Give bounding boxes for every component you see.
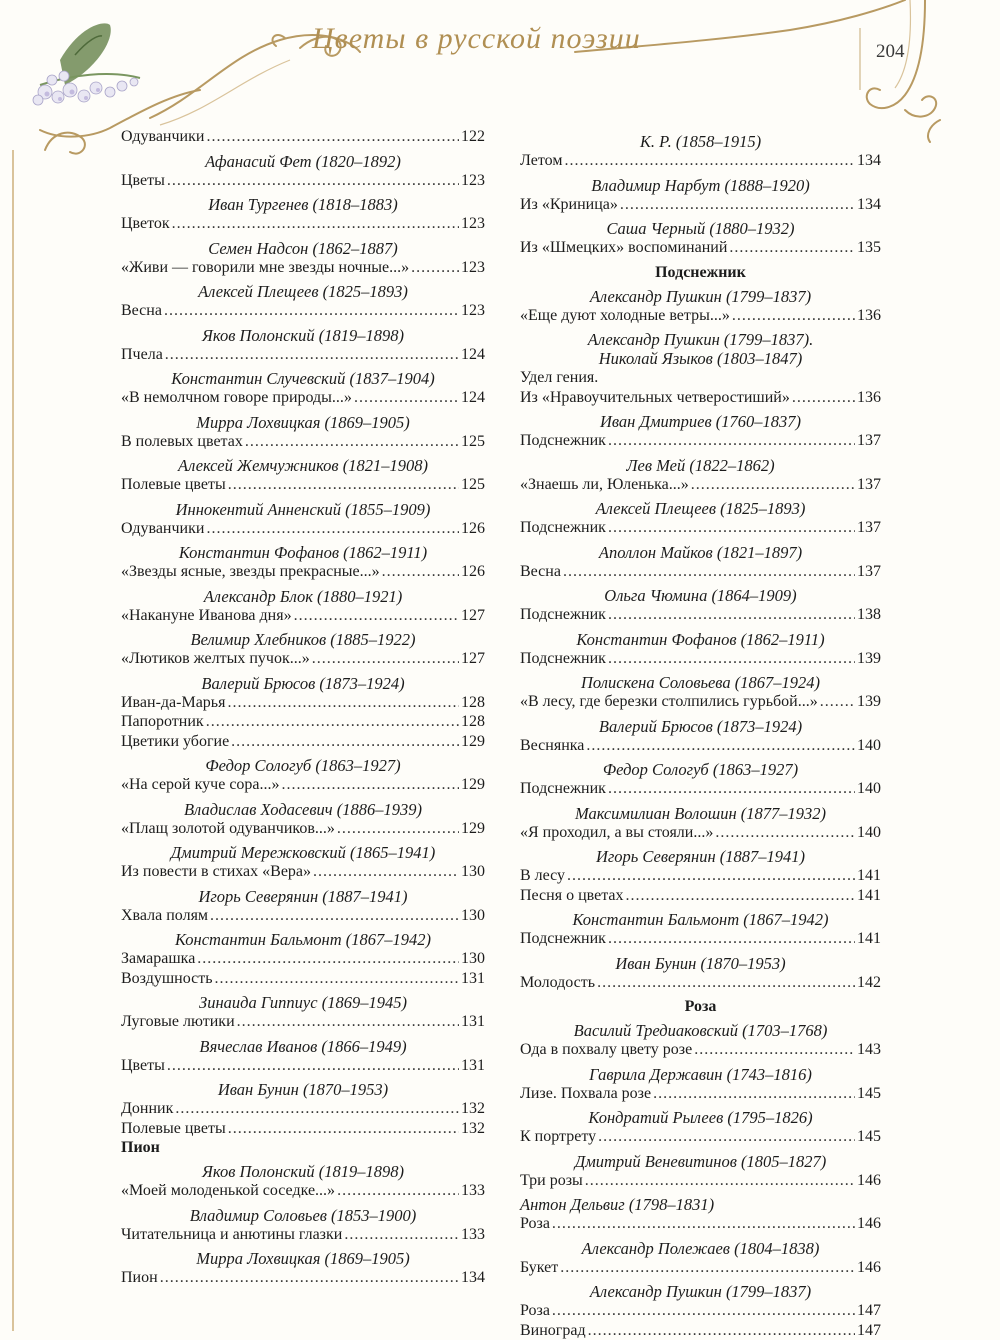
toc-entry-title: «Лютиков желтых пучок...» [121, 649, 310, 669]
toc-entry [520, 1171, 881, 1191]
dot-leader [626, 886, 856, 906]
toc-entry-page: 143 [857, 1040, 881, 1060]
toc-entry-page: 131 [461, 1056, 485, 1076]
dot-leader [729, 238, 855, 258]
toc-entry [520, 388, 881, 408]
toc-entry [121, 388, 485, 408]
toc-entry [121, 1119, 485, 1139]
toc-entry-title: Цветы [121, 171, 165, 191]
toc-entry-page: 127 [461, 649, 485, 669]
toc-entry [121, 862, 485, 882]
toc-entry-page: 123 [461, 258, 485, 278]
toc-entry-page: 136 [857, 306, 881, 326]
toc-text-line: Удел гения. [520, 368, 881, 388]
author-heading: Александр Пушкин (1799–1837). [520, 330, 881, 349]
toc-entry-title: Хвала полям [121, 906, 208, 926]
dot-leader [732, 306, 855, 326]
toc-entry [121, 1268, 485, 1288]
dot-leader [552, 1214, 855, 1234]
toc-entry [121, 345, 485, 365]
author-heading: Яков Полонский (1819–1898) [121, 326, 485, 345]
author-heading: Алексей Жемчужников (1821–1908) [121, 456, 485, 475]
toc-entry-page: 126 [461, 562, 485, 582]
dot-leader [588, 1321, 855, 1340]
dot-leader [237, 1012, 459, 1032]
author-heading: Константин Фофанов (1862–1911) [121, 543, 485, 562]
toc-entry-page: 140 [857, 779, 881, 799]
dot-leader [382, 562, 459, 582]
dot-leader [167, 1056, 459, 1076]
dot-leader [215, 969, 459, 989]
author-heading: Иван Тургенев (1818–1883) [121, 195, 485, 214]
toc-entry [121, 969, 485, 989]
toc-entry-page: 123 [461, 214, 485, 234]
toc-entry-title: Молодость [520, 973, 595, 993]
dot-leader [245, 432, 459, 452]
dot-leader [608, 518, 855, 538]
toc-entry-title: К портрету [520, 1127, 596, 1147]
toc-entry-page: 137 [857, 562, 881, 582]
toc-entry-page: 141 [857, 929, 881, 949]
toc-entry-title: Полевые цветы [121, 1119, 226, 1139]
toc-entry [520, 649, 881, 669]
toc-entry-page: 146 [857, 1171, 881, 1191]
toc-entry [520, 929, 881, 949]
toc-entry-title: Цветики убогие [121, 732, 229, 752]
author-heading: Аполлон Майков (1821–1897) [520, 543, 881, 562]
author-heading: Дмитрий Мережковский (1865–1941) [121, 843, 485, 862]
author-heading: Семен Надсон (1862–1887) [121, 239, 485, 258]
author-heading: Лев Мей (1822–1862) [520, 456, 881, 475]
dot-leader [313, 862, 459, 882]
toc-entry-page: 127 [461, 606, 485, 626]
dot-leader [820, 692, 855, 712]
toc-entry-title: Иван-да-Марья [121, 693, 225, 713]
toc-entry [121, 214, 485, 234]
author-heading: Алексей Плещеев (1825–1893) [520, 499, 881, 518]
dot-leader [608, 779, 855, 799]
toc-entry-title: «В лесу, где березки столпились гурьбой...» [520, 692, 818, 712]
toc-entry-title: Три розы [520, 1171, 583, 1191]
toc-entry [520, 1214, 881, 1234]
toc-entry [520, 1127, 881, 1147]
toc-entry-page: 130 [461, 906, 485, 926]
toc-entry [121, 949, 485, 969]
toc-entry-title: Веснянка [520, 736, 584, 756]
dot-leader [567, 866, 855, 886]
author-heading: Яков Полонский (1819–1898) [121, 1162, 485, 1181]
toc-entry [520, 1301, 881, 1321]
toc-entry [121, 258, 485, 278]
toc-entry-page: 145 [857, 1127, 881, 1147]
toc-entry [121, 1012, 485, 1032]
toc-entry-title: «Я проходил, а вы стояли...» [520, 823, 713, 843]
toc-entry-page: 124 [461, 388, 485, 408]
author-heading: Иннокентий Анненский (1855–1909) [121, 500, 485, 519]
author-heading: Игорь Северянин (1887–1941) [520, 847, 881, 866]
toc-entry-page: 133 [461, 1181, 485, 1201]
toc-entry-title: «В немолчном говоре природы...» [121, 388, 352, 408]
toc-entry-title: Цветы [121, 1056, 165, 1076]
toc-entry-page: 129 [461, 775, 485, 795]
toc-entry-page: 132 [461, 1099, 485, 1119]
dot-leader [585, 1171, 855, 1191]
toc-entry-title: Из повести в стихах «Вера» [121, 862, 311, 882]
toc-entry-page: 137 [857, 518, 881, 538]
toc-entry-page: 147 [857, 1301, 881, 1321]
toc-entry [520, 823, 881, 843]
dot-leader [608, 649, 855, 669]
dot-leader [694, 1040, 855, 1060]
author-heading: Иван Дмитриев (1760–1837) [520, 412, 881, 431]
author-heading: Саша Черный (1880–1932) [520, 219, 881, 238]
dot-leader [210, 906, 459, 926]
toc-entry-title: Полевые цветы [121, 475, 226, 495]
toc-entry-title: Подснежник [520, 649, 606, 669]
toc-entry-title: Летом [520, 151, 562, 171]
author-heading: Константин Бальмонт (1867–1942) [121, 930, 485, 949]
dot-leader [197, 949, 459, 969]
author-heading: К. Р. (1858–1915) [520, 132, 881, 151]
toc-entry [520, 973, 881, 993]
toc-entry-page: 139 [857, 692, 881, 712]
toc-entry-page: 131 [461, 1012, 485, 1032]
dot-leader [228, 475, 459, 495]
toc-entry-title: Весна [520, 562, 561, 582]
toc-entry [520, 306, 881, 326]
toc-entry [520, 195, 881, 215]
toc-entry [121, 1099, 485, 1119]
toc-entry-page: 139 [857, 649, 881, 669]
toc-entry-page: 123 [461, 171, 485, 191]
toc-entry [520, 151, 881, 171]
dot-leader [337, 819, 459, 839]
author-heading: Ольга Чюмина (1864–1909) [520, 586, 881, 605]
dot-leader [598, 1127, 855, 1147]
toc-entry [520, 779, 881, 799]
dot-leader [586, 736, 855, 756]
dot-leader [564, 151, 855, 171]
dot-leader [167, 171, 459, 191]
author-heading: Антон Дельвиг (1798–1831) [520, 1195, 881, 1214]
toc-entry-page: 134 [857, 195, 881, 215]
toc-entry [121, 906, 485, 926]
section-heading: Роза [520, 997, 881, 1016]
dot-leader [560, 1258, 855, 1278]
dot-leader [337, 1181, 459, 1201]
toc-entry-page: 122 [461, 127, 485, 147]
dot-leader [164, 301, 459, 321]
author-heading: Александр Пушкин (1799–1837) [520, 1282, 881, 1301]
author-heading: Владимир Нарбут (1888–1920) [520, 176, 881, 195]
author-heading: Зинаида Гиппиус (1869–1945) [121, 993, 485, 1012]
toc-entry-page: 140 [857, 736, 881, 756]
toc-entry [520, 866, 881, 886]
toc-entry-title: «Моей молоденькой соседке...» [121, 1181, 335, 1201]
toc-entry [520, 605, 881, 625]
toc-column-right [520, 127, 881, 1340]
author-heading: Дмитрий Веневитинов (1805–1827) [520, 1152, 881, 1171]
toc-entry-page: 138 [857, 605, 881, 625]
author-heading: Александр Блок (1880–1921) [121, 587, 485, 606]
dot-leader [552, 1301, 855, 1321]
dot-leader [165, 345, 459, 365]
dot-leader [620, 195, 855, 215]
dot-leader [597, 973, 855, 993]
toc-entry-title: В лесу [520, 866, 565, 886]
toc-entry-title: Подснежник [520, 929, 606, 949]
toc-entry-page: 131 [461, 969, 485, 989]
toc-entry-title: Воздушность [121, 969, 213, 989]
dot-leader [160, 1268, 459, 1288]
toc-entry [121, 1225, 485, 1245]
toc-entry [121, 519, 485, 539]
dot-leader [411, 258, 459, 278]
toc-entry-title: Подснежник [520, 605, 606, 625]
toc-entry [121, 606, 485, 626]
toc-entry-title: Роза [520, 1214, 550, 1234]
toc-entry [121, 819, 485, 839]
toc-entry-page: 128 [461, 712, 485, 732]
author-heading: Василий Тредиаковский (1703–1768) [520, 1021, 881, 1040]
author-heading: Вячеслав Иванов (1866–1949) [121, 1037, 485, 1056]
author-heading: Полискена Соловьева (1867–1924) [520, 673, 881, 692]
dot-leader [175, 1099, 459, 1119]
dot-leader [715, 823, 855, 843]
dot-leader [228, 1119, 459, 1139]
toc-entry-page: 137 [857, 475, 881, 495]
toc-entry-page: 137 [857, 431, 881, 451]
author-heading: Александр Пушкин (1799–1837) [520, 287, 881, 306]
toc-entry-title: Читательница и анютины глазки [121, 1225, 342, 1245]
toc-entry [520, 562, 881, 582]
author-heading: Велимир Хлебников (1885–1922) [121, 630, 485, 649]
toc-entry-page: 147 [857, 1321, 881, 1340]
toc-entry-page: 125 [461, 432, 485, 452]
author-heading: Федор Сологуб (1863–1927) [520, 760, 881, 779]
toc-entry-page: 146 [857, 1214, 881, 1234]
toc-entry [520, 886, 881, 906]
author-heading: Федор Сологуб (1863–1927) [121, 756, 485, 775]
toc-entry-page: 133 [461, 1225, 485, 1245]
author-heading: Максимилиан Волошин (1877–1932) [520, 804, 881, 823]
toc-entry-page: 135 [857, 238, 881, 258]
toc-entry [121, 1056, 485, 1076]
dot-leader [206, 712, 459, 732]
dot-leader [608, 605, 855, 625]
toc-entry-page: 136 [857, 388, 881, 408]
toc-entry-title: Из «Криница» [520, 195, 618, 215]
toc-entry [520, 1258, 881, 1278]
toc-entry-title: Подснежник [520, 518, 606, 538]
toc-entry [520, 1040, 881, 1060]
toc-entry-title: «Знаешь ли, Юленька...» [520, 475, 689, 495]
toc-entry-title: «Плащ золотой одуванчиков...» [121, 819, 335, 839]
toc-entry-page: 124 [461, 345, 485, 365]
toc-entry-title: Весна [121, 301, 162, 321]
author-heading: Валерий Брюсов (1873–1924) [520, 717, 881, 736]
dot-leader [231, 732, 459, 752]
toc-entry-title: Одуванчики [121, 519, 204, 539]
toc-entry-title: «Живи — говорили мне звезды ночные...» [121, 258, 409, 278]
dot-leader [792, 388, 855, 408]
toc-entry-title: Замарашка [121, 949, 195, 969]
toc-entry-title: Букет [520, 1258, 558, 1278]
section-heading: Пион [121, 1138, 485, 1157]
toc-entry [121, 712, 485, 732]
author-heading: Владислав Ходасевич (1886–1939) [121, 800, 485, 819]
toc-entry [121, 475, 485, 495]
dot-leader [344, 1225, 459, 1245]
toc-entry-title: «Звезды ясные, звезды прекрасные...» [121, 562, 380, 582]
toc-entry-page: 134 [461, 1268, 485, 1288]
toc-entry-page: 129 [461, 819, 485, 839]
toc-entry-page: 128 [461, 693, 485, 713]
toc-entry-title: Лизе. Похвала розе [520, 1084, 651, 1104]
dot-leader [312, 649, 459, 669]
author-heading: Мирра Лохвицкая (1869–1905) [121, 413, 485, 432]
toc-entry-title: Папоротник [121, 712, 204, 732]
toc-entry [121, 1181, 485, 1201]
dot-leader [653, 1084, 855, 1104]
section-heading: Подснежник [520, 263, 881, 282]
toc-entry-page: 125 [461, 475, 485, 495]
dot-leader [294, 606, 459, 626]
author-heading: Мирра Лохвицкая (1869–1905) [121, 1249, 485, 1268]
toc-entry-title: «Накануне Иванова дня» [121, 606, 292, 626]
dot-leader [608, 929, 855, 949]
toc-entry [121, 732, 485, 752]
lily-of-the-valley-illustration [33, 23, 140, 105]
dot-leader [227, 693, 459, 713]
dot-leader [206, 519, 459, 539]
margin-rule [12, 150, 14, 1331]
toc-entry [121, 432, 485, 452]
toc-entry [520, 736, 881, 756]
toc-entry [121, 649, 485, 669]
toc-entry-title: Роза [520, 1301, 550, 1321]
toc-entry-title: Песня о цветах [520, 886, 624, 906]
toc-entry-page: 134 [857, 151, 881, 171]
toc-entry-page: 126 [461, 519, 485, 539]
dot-leader [691, 475, 855, 495]
toc-entry-title: Из «Шмецких» воспоминаний [520, 238, 727, 258]
toc-entry-title: Подснежник [520, 779, 606, 799]
dot-leader [354, 388, 459, 408]
author-heading: Николай Языков (1803–1847) [520, 349, 881, 368]
toc-entry-title: Донник [121, 1099, 173, 1119]
author-heading: Алексей Плещеев (1825–1893) [121, 282, 485, 301]
author-heading: Константин Бальмонт (1867–1942) [520, 910, 881, 929]
toc-entry-title: Пион [121, 1268, 158, 1288]
toc-entry-title: Цветок [121, 214, 170, 234]
toc-entry-title: Ода в похвалу цвету розе [520, 1040, 692, 1060]
author-heading: Владимир Соловьев (1853–1900) [121, 1206, 485, 1225]
toc-entry-title: Одуванчики [121, 127, 204, 147]
toc-entry [121, 775, 485, 795]
toc-entry-page: 141 [857, 866, 881, 886]
dot-leader [172, 214, 459, 234]
dot-leader [282, 775, 459, 795]
toc-entry [520, 238, 881, 258]
toc-entry [520, 431, 881, 451]
toc-entry-page: 142 [857, 973, 881, 993]
toc-entry-page: 129 [461, 732, 485, 752]
toc-entry-title: В полевых цветах [121, 432, 243, 452]
toc-entry-title: Из «Нравоучительных четверостиший» [520, 388, 790, 408]
toc-entry [520, 1321, 881, 1340]
toc-entry-title: Виноград [520, 1321, 586, 1340]
author-heading: Константин Случевский (1837–1904) [121, 369, 485, 388]
toc-entry [121, 693, 485, 713]
toc-entry [520, 1084, 881, 1104]
running-title: Цветы в русской поэзии [312, 22, 641, 56]
author-heading: Валерий Брюсов (1873–1924) [121, 674, 485, 693]
toc-entry-page: 130 [461, 949, 485, 969]
toc-entry [520, 692, 881, 712]
toc-entry-page: 146 [857, 1258, 881, 1278]
toc-entry [121, 562, 485, 582]
toc-entry [121, 171, 485, 191]
toc-entry-title: Пчела [121, 345, 163, 365]
toc-entry-title: Луговые лютики [121, 1012, 235, 1032]
dot-leader [608, 431, 855, 451]
toc-entry-page: 140 [857, 823, 881, 843]
author-heading: Константин Фофанов (1862–1911) [520, 630, 881, 649]
toc-entry [520, 518, 881, 538]
author-heading: Гаврила Державин (1743–1816) [520, 1065, 881, 1084]
toc-entry-page: 123 [461, 301, 485, 321]
author-heading: Иван Бунин (1870–1953) [121, 1080, 485, 1099]
toc-column-left [121, 127, 485, 1288]
dot-leader [563, 562, 855, 582]
toc-entry [121, 301, 485, 321]
toc-entry-title: «Еще дуют холодные ветры...» [520, 306, 730, 326]
dot-leader [206, 127, 459, 147]
page-number: 204 [876, 41, 905, 63]
author-heading: Кондратий Рылеев (1795–1826) [520, 1108, 881, 1127]
toc-entry-page: 132 [461, 1119, 485, 1139]
author-heading: Игорь Северянин (1887–1941) [121, 887, 485, 906]
toc-entry [520, 475, 881, 495]
author-heading: Александр Полежаев (1804–1838) [520, 1239, 881, 1258]
toc-entry [121, 127, 485, 147]
toc-entry-title: Подснежник [520, 431, 606, 451]
toc-entry-page: 141 [857, 886, 881, 906]
author-heading: Иван Бунин (1870–1953) [520, 954, 881, 973]
toc-entry-title: «На серой куче сора...» [121, 775, 280, 795]
toc-entry-page: 130 [461, 862, 485, 882]
toc-entry-page: 145 [857, 1084, 881, 1104]
author-heading: Афанасий Фет (1820–1892) [121, 152, 485, 171]
